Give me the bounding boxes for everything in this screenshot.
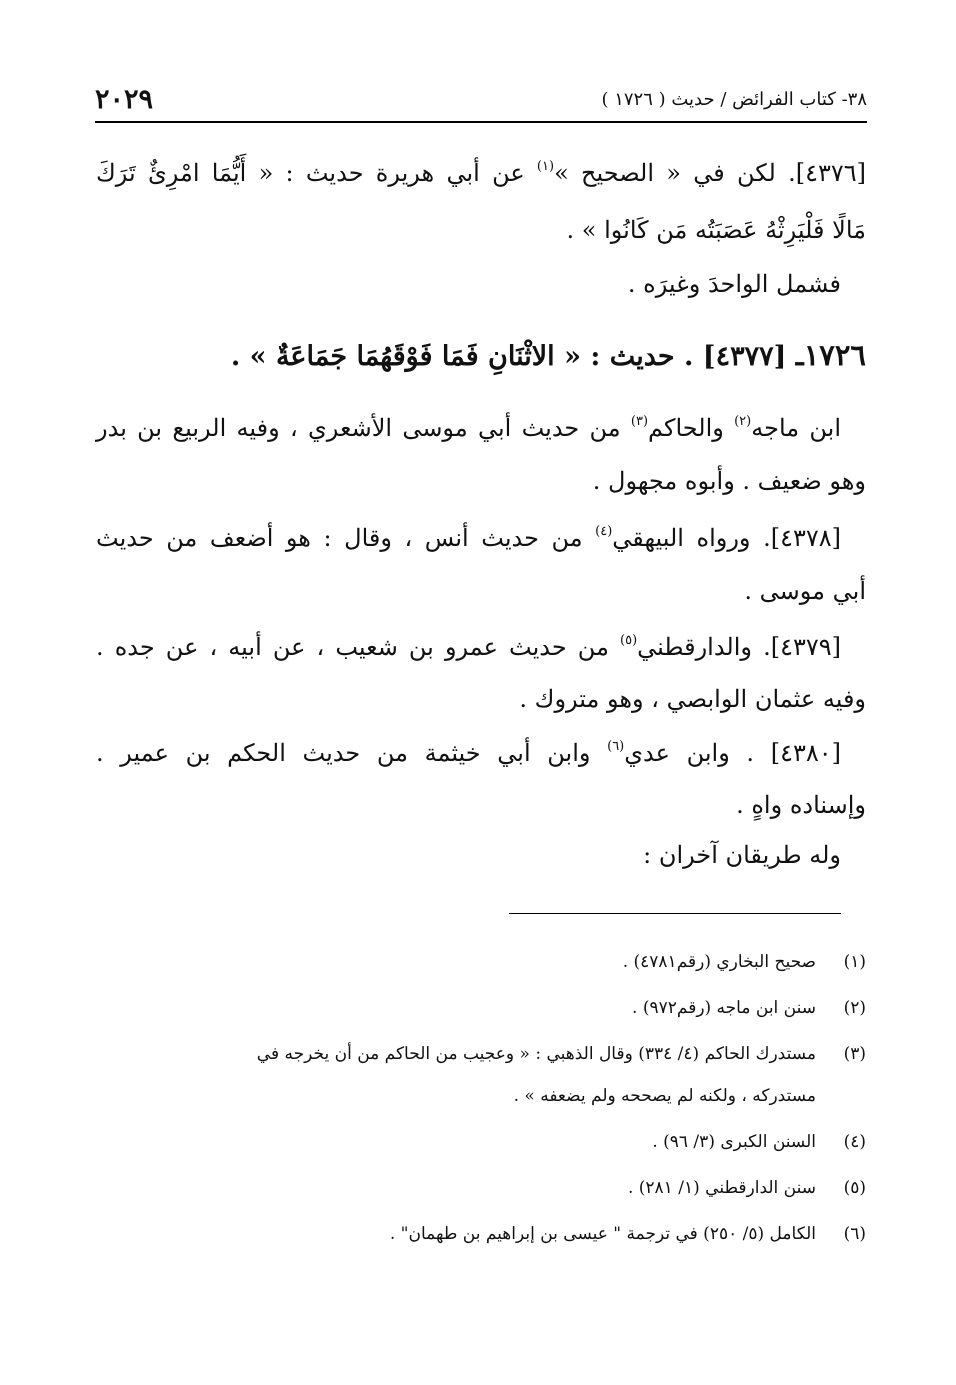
body-line: [٤٣٧٩]. والدارقطني$^{(٥)}$ من حديث عمرو بن شعيب ، عن أبيه ، عن جده .: [96, 633, 841, 661]
footnote-number: (٤): [843, 1132, 866, 1152]
body-line: وله طريقان آخران :: [643, 841, 841, 869]
page-header: [95, 82, 867, 116]
body-line: فشمل الواحدَ وغيرَه .: [627, 270, 841, 298]
footnote: (٢)سنن ابن ماجه (رقم٩٧٢) .: [96, 990, 866, 1026]
body-line: [٤٣٧٦]. لكن في « الصحيح »$^{(١)}$ عن أبي هريرة حديث : « أَيُّمَا امْرِئٌ تَرَكَ: [96, 159, 866, 187]
body-line: وفيه عثمان الوابصي ، وهو متروك .: [519, 685, 866, 713]
footnote: (٥)سنن الدارقطني (١/ ٢٨١) .: [96, 1170, 866, 1206]
footnote: (٦)الكامل (٥/ ٢٥٠) في ترجمة " عيسى بن إبراهيم بن طهمان" .: [96, 1216, 866, 1252]
footnote-number: (٣): [843, 1044, 866, 1064]
hadith-heading: [96, 330, 866, 382]
footnote-divider: [509, 913, 841, 914]
header-divider: [95, 121, 867, 123]
page-number: ٢٠٢٩: [95, 83, 154, 115]
footnote-number: (٦): [843, 1224, 866, 1244]
body-line: أبي موسى .: [744, 577, 866, 605]
footnote-number: (٥): [843, 1178, 866, 1198]
footnote-ref: (٣): [630, 414, 649, 429]
body-line: [٤٣٧٨]. ورواه البيهقي$^{(٤)}$ من حديث أنس ، وقال : هو أضعف من حديث: [96, 524, 841, 552]
body-line: مَالًا فَلْيَرِثْهُ عَصَبَتُه مَن كَانُوا » .: [566, 216, 866, 244]
body-line: وإسناده واهٍ .: [736, 791, 866, 819]
footnote-ref: (٦): [607, 739, 625, 754]
footnote-continuation: مستدركه ، ولكنه لم يصححه ولم يضعفه » .: [513, 1086, 816, 1106]
hadith-title: ـ [٤٣٧٧] . حديث : « الاثْنَانِ فَمَا فَوْقَهُمَا جَمَاعَةٌ » .: [230, 341, 804, 372]
body-line: وهو ضعيف . وأبوه مجهول .: [592, 467, 866, 495]
footnote-ref: (٤): [595, 524, 613, 539]
footnote: (٣)مستدرك الحاكم (٤/ ٣٣٤) وقال الذهبي : « وعجيب من الحاكم من أن يخرجه في: [96, 1036, 866, 1072]
hadith-number: ١٧٢٦: [803, 338, 866, 372]
footnote-number: (١): [843, 952, 866, 972]
footnote: (٤)السنن الكبرى (٣/ ٩٦) .: [96, 1124, 866, 1160]
footnote-ref: (٢): [734, 414, 752, 429]
running-head: ٣٨- كتاب الفرائض / حديث ( ١٧٢٦ ): [601, 88, 867, 110]
footnote-number: (٢): [843, 998, 866, 1018]
footnote-ref: (١): [536, 159, 555, 174]
footnote-ref: (٥): [620, 633, 638, 648]
footnote: (١)صحيح البخاري (رقم٤٧٨١) .: [96, 944, 866, 980]
body-line: ابن ماجه$^{(٢)}$ والحاكم$^{(٣)}$ من حديث أبي موسى الأشعري ، وفيه الربيع بن بدر: [96, 414, 841, 442]
body-line: [٤٣٨٠] . وابن عدي$^{(٦)}$ وابن أبي خيثمة من حديث الحكم بن عمير .: [96, 739, 841, 767]
